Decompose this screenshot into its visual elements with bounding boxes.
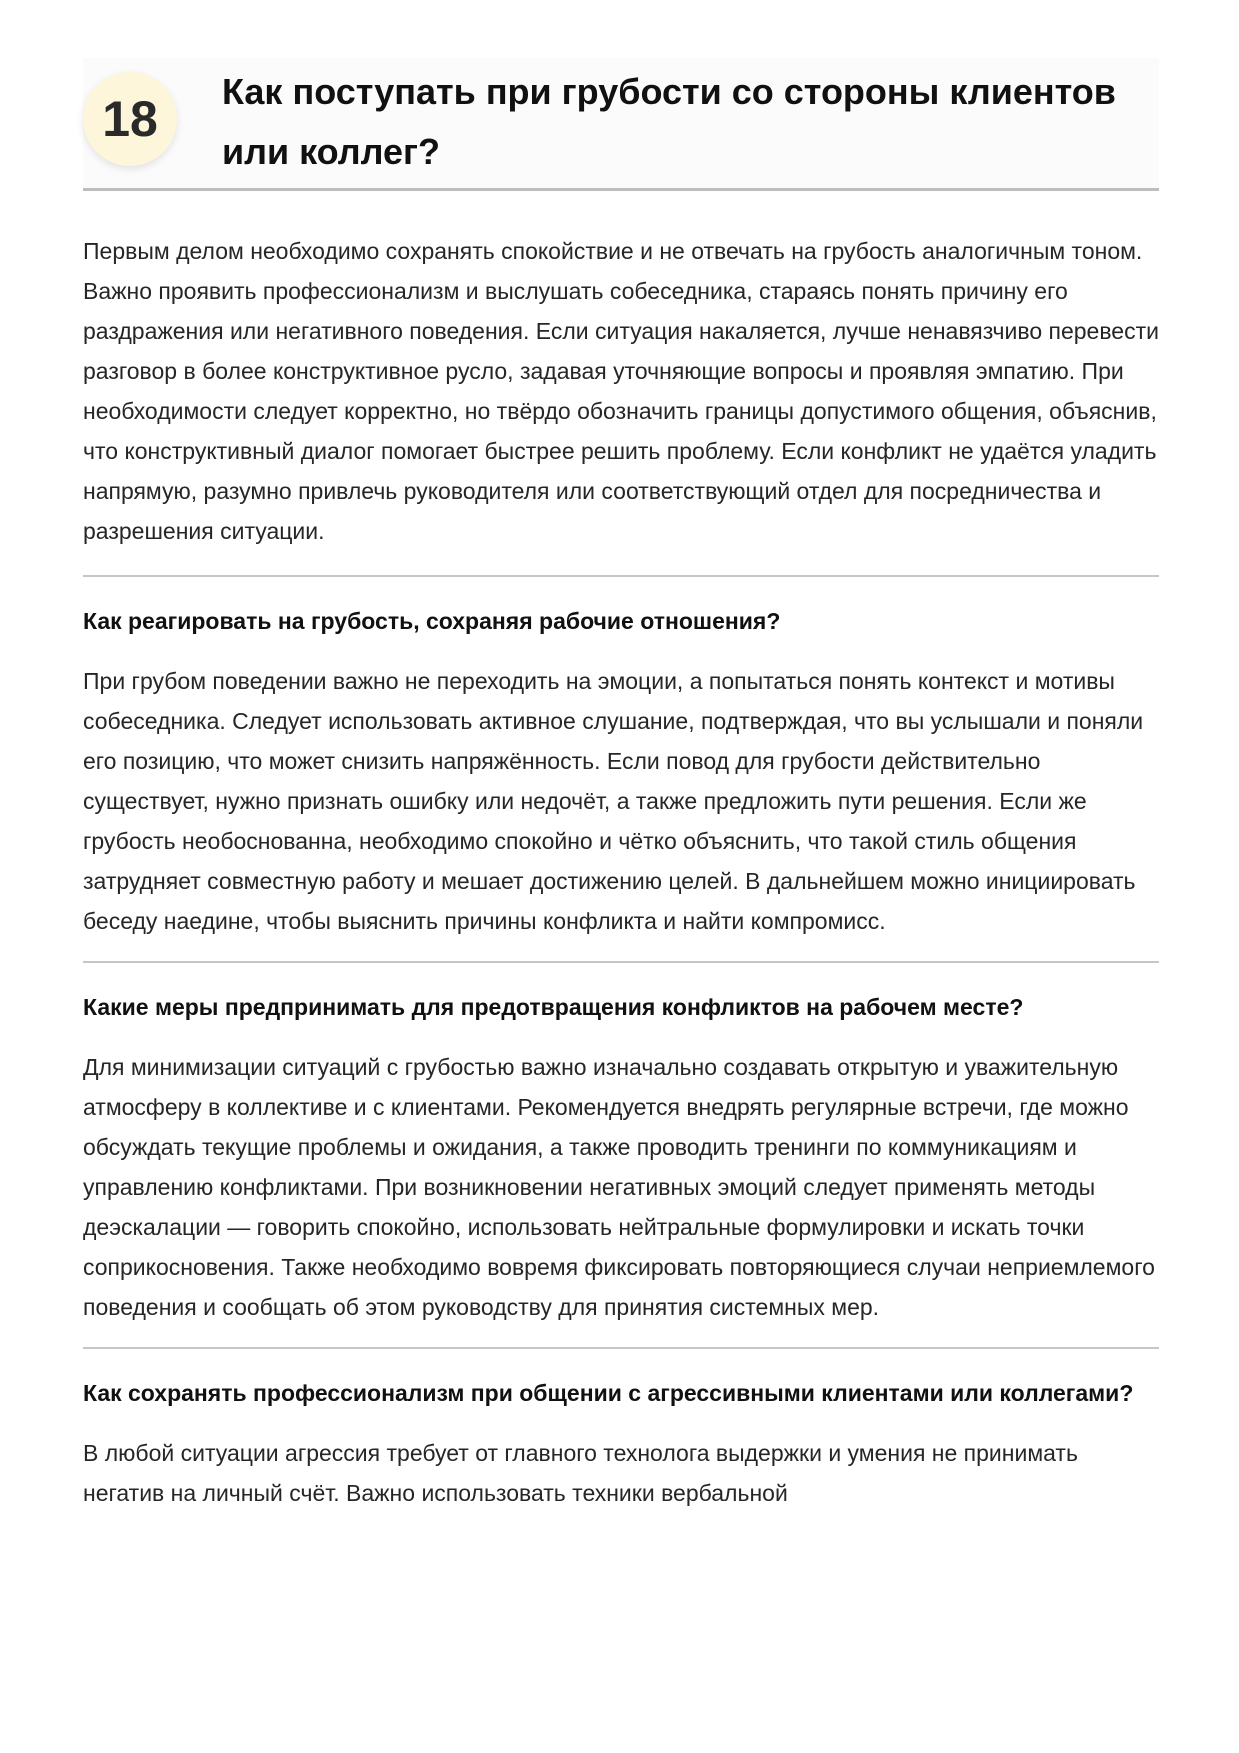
section-divider xyxy=(83,1347,1159,1349)
section-body: При грубом поведении важно не переходить на эмоции, а попытаться понять контекст и мотивы собеседника. Следует использовать активное слушание, подтверждая, что вы услышали и поняли его позицию, что может снизить напряжённость. Если повод для грубости действительно существует, нужно признать ошибку или недочёт, а также предложить пути решения. Если же грубость необоснованна, необходимо спокойно и чётко объяснить, что такой стиль общения затрудняет совместную работу и мешает достижению целей. В дальнейшем можно инициировать беседу наедине, чтобы выяснить причины конфликта и найти компромисс. xyxy=(83,668,1144,934)
intro-paragraph: Первым делом необходимо сохранять спокойствие и не отвечать на грубость аналогичным тоном. Важно проявить профессионализм и выслушать собеседника, стараясь понять причину его раздражения или негативного поведения. Если ситуация накаляется, лучше ненавязчиво перевести разговор в более конструктивное русло, задавая уточняющие вопросы и проявляя эмпатию. При необходимости следует корректно, но твёрдо обозначить границы допустимого общения, объяснив, что конструктивный диалог помогает быстрее решить проблему. Если конфликт не удаётся уладить напрямую, разумно привлечь руководителя или соответствующий отдел для посредничества и разрешения ситуации. xyxy=(83,238,1159,544)
section-professionalism xyxy=(83,1373,1159,1513)
section-heading: Как сохранять профессионализм при общении с агрессивными клиентами или коллегами? xyxy=(83,1380,1134,1406)
section-heading: Какие меры предпринимать для предотвращения конфликтов на рабочем месте? xyxy=(83,994,1024,1020)
question-header xyxy=(83,58,1159,191)
section-reacting xyxy=(83,601,1159,941)
question-title: Как поступать при грубости со стороны клиентов или коллег? xyxy=(222,71,1116,172)
question-number-badge: 18 xyxy=(83,72,177,166)
section-divider xyxy=(83,575,1159,577)
document-page xyxy=(83,58,1159,1513)
section-divider xyxy=(83,961,1159,963)
section-heading: Как реагировать на грубость, сохраняя рабочие отношения? xyxy=(83,608,781,634)
section-body: Для минимизации ситуаций с грубостью важно изначально создавать открытую и уважительную атмосферу в коллективе и с клиентами. Рекомендуется внедрять регулярные встречи, где можно обсуждать текущие проблемы и ожидания, а также проводить тренинги по коммуникациям и управлению конфликтами. При возникновении негативных эмоций следует применять методы деэскалации — говорить спокойно, использовать нейтральные формулировки и искать точки соприкосновения. Также необходимо вовремя фиксировать повторяющиеся случаи неприемлемого поведения и сообщать об этом руководству для принятия системных мер. xyxy=(83,1054,1155,1320)
section-body: В любой ситуации агрессия требует от главного технолога выдержки и умения не принимать негатив на личный счёт. Важно использовать техники вербальной xyxy=(83,1440,1078,1506)
section-prevention xyxy=(83,987,1159,1327)
